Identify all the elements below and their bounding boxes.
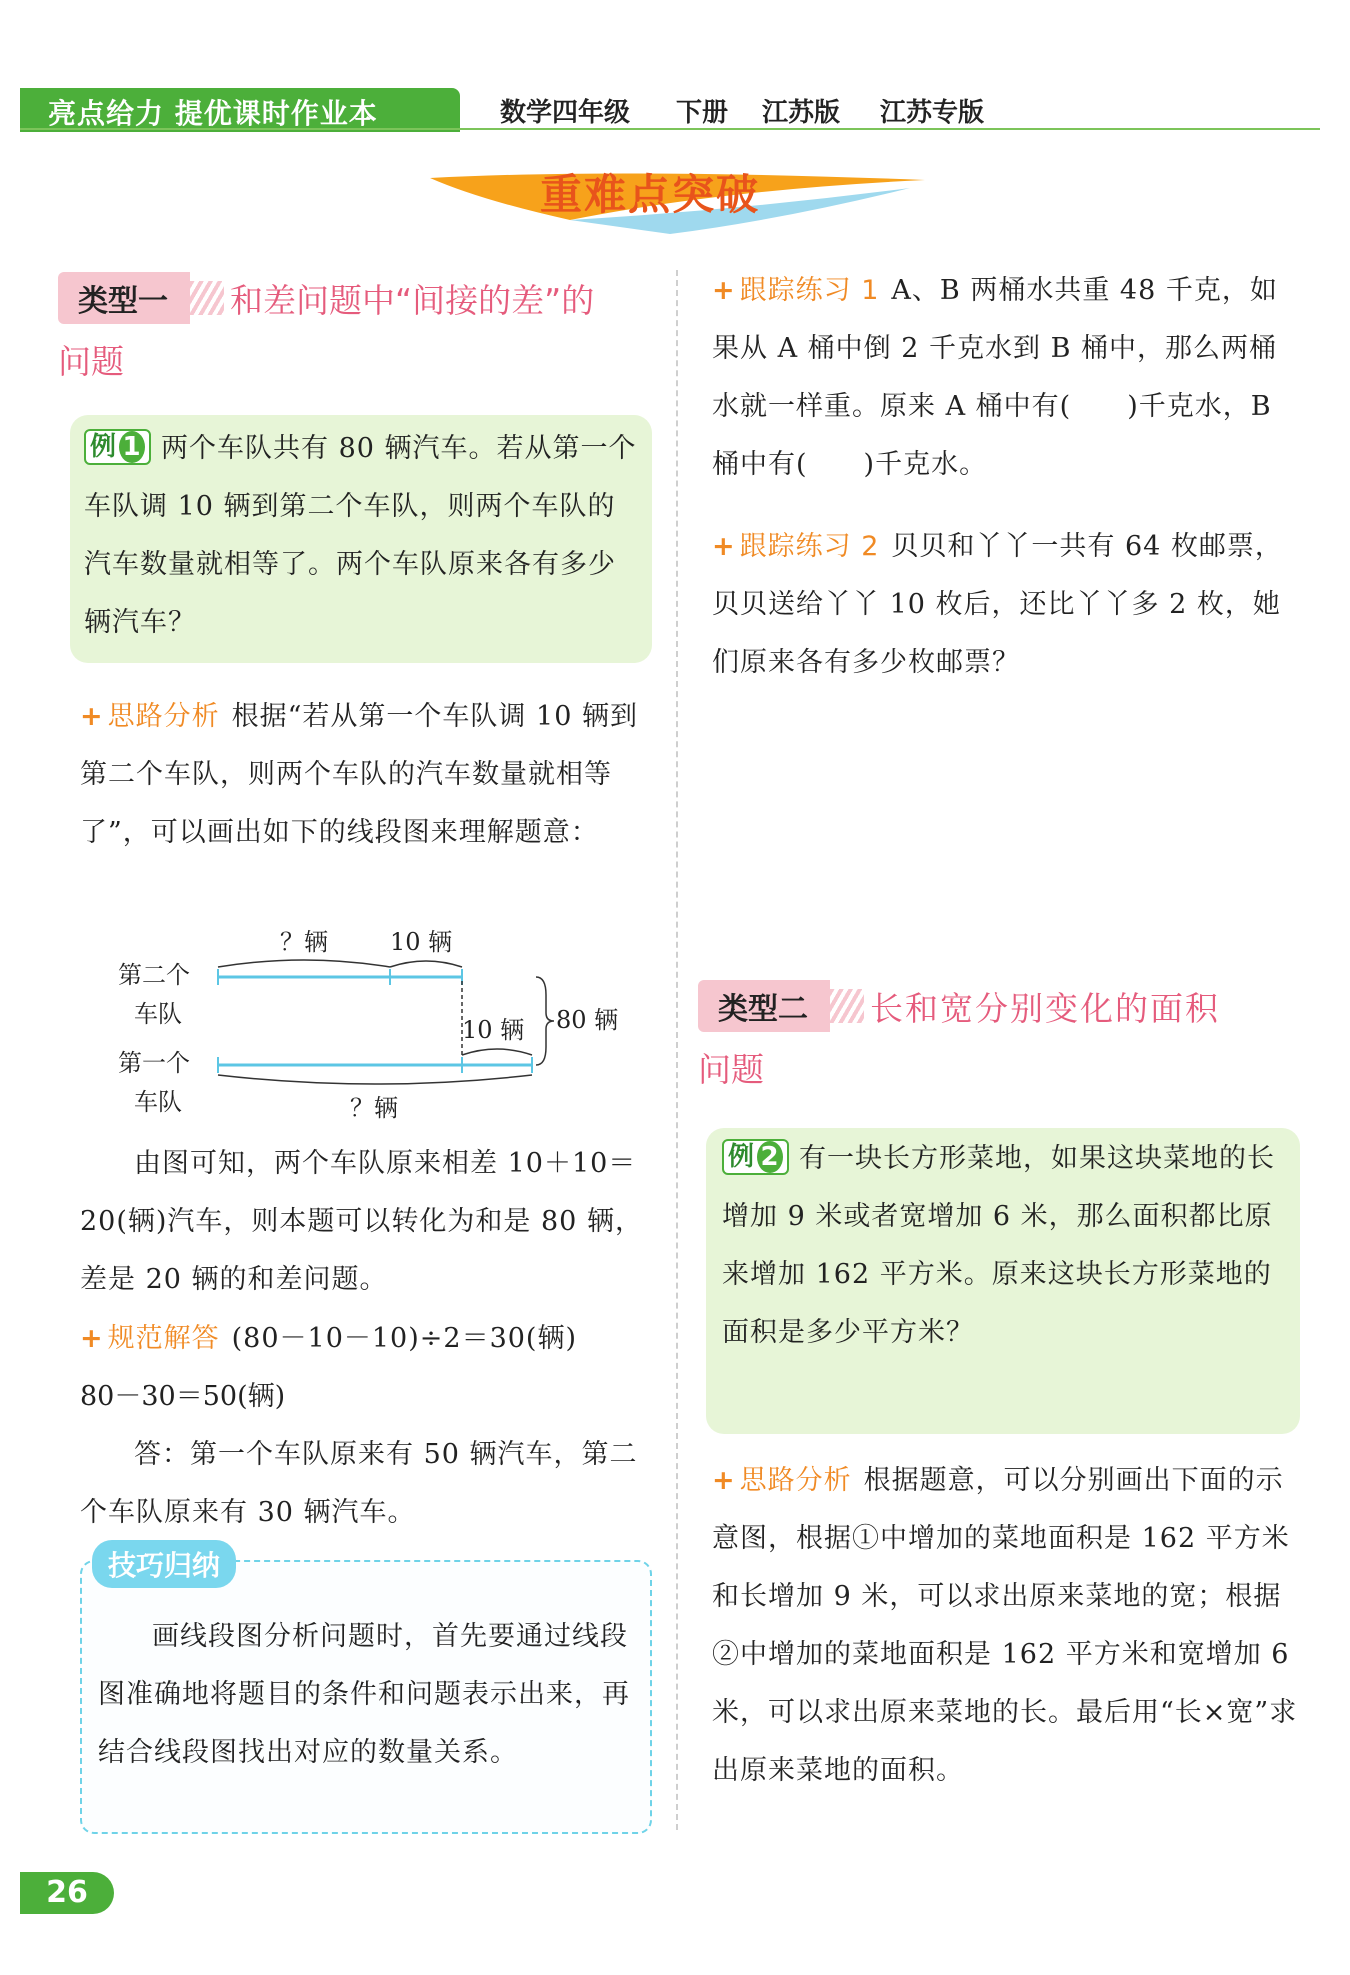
- diagram-row2-label-a: 第一个: [118, 1049, 190, 1077]
- practice-2: [712, 518, 1298, 692]
- diagram-top-unknown: ？辆: [280, 928, 328, 956]
- type1-analysis: [80, 688, 660, 862]
- type1-solution-line1: (80－10－10)÷2＝30(辆): [231, 1323, 577, 1354]
- type1-analysis-text: 根据“若从第一个车队调 10 辆到第二个车队，则两个车队的汽车数量就相等了”，可以画出如下的线段图来理解题意：: [80, 701, 638, 848]
- practice-1: [712, 262, 1298, 494]
- tip-text: 画线段图分析问题时，首先要通过线段图准确地将题目的条件和问题表示出来，再结合线段图找出对应的数量关系。: [98, 1621, 630, 1768]
- practice-2-text: 贝贝和丫丫一共有 64 枚邮票，贝贝送给丫丫 10 枚后，还比丫丫多 2 枚，她们原来各有多少枚邮票？: [712, 531, 1283, 678]
- diagram-bottom-unknown: ？辆: [350, 1094, 398, 1122]
- type1-solution-line2: 80－30＝50(辆): [80, 1381, 286, 1412]
- type2-analysis: [712, 1452, 1298, 1800]
- example2-text: 有一块长方形菜地，如果这块菜地的长增加 9 米或者宽增加 6 米，那么面积都比原来增加 162 平方米。原来这块长方形菜地的面积是多少平方米？: [722, 1143, 1276, 1348]
- type2-heading: [698, 980, 1220, 1032]
- type1-solution-label: + 规范解答: [80, 1323, 220, 1354]
- type1-heading: [58, 272, 594, 324]
- header-volume: 下册: [676, 98, 729, 128]
- type1-analysis-label: + 思路分析: [80, 701, 220, 732]
- example1-content: [84, 420, 642, 652]
- practice-1-label: + 跟踪练习 1: [712, 275, 879, 306]
- example1-text: 两个车队共有 80 辆汽车。若从第一个车队调 10 辆到第二个车队，则两个车队的汽车数量就相等了。两个车队原来各有多少辆汽车？: [84, 433, 637, 638]
- example1-tag: 例 1: [84, 429, 151, 465]
- type1-answer: 答：第一个车队原来有 50 辆汽车，第二个车队原来有 30 辆汽车。: [80, 1439, 638, 1528]
- practice-1-text: A、B 两桶水共重 48 千克，如果从 A 桶中倒 2 千克水到 B 桶中，那么两桶水就一样重。原来 A 桶中有( )千克水，B 桶中有( )千克水。: [712, 275, 1278, 480]
- type2-tag: 类型二: [698, 980, 830, 1032]
- header-special: 江苏专版: [880, 98, 985, 128]
- column-divider: [676, 270, 678, 1830]
- type1-stripes: [190, 281, 224, 315]
- diagram-total: 80 辆: [556, 1006, 619, 1034]
- tip-tag: 技巧归纳: [92, 1540, 236, 1588]
- diagram-top-ten: 10 辆: [390, 928, 453, 956]
- diagram-mid-ten: 10 辆: [462, 1016, 525, 1044]
- page-number: 26: [20, 1872, 114, 1914]
- type1-solution: [80, 1310, 660, 1368]
- type1-explain: 由图可知，两个车队原来相差 10＋10＝20(辆)汽车，则本题可以转化为和是 80 辆，差是 20 辆的和差问题。: [80, 1148, 643, 1295]
- type1-title-cont: 问题: [58, 342, 124, 381]
- type2-analysis-label: + 思路分析: [712, 1465, 852, 1496]
- type2-stripes: [830, 989, 864, 1023]
- type2-analysis-text: 根据题意，可以分别画出下面的示意图，根据①中增加的菜地面积是 162 平方米和长增加 9 米，可以求出原来菜地的宽；根据②中增加的菜地面积是 162 平方米和宽增加 6 米，可以求出原来菜地的长。最后用“长×宽”求出原来菜地的面积。: [712, 1465, 1298, 1786]
- diagram-row1-label-b: 车队: [134, 1000, 182, 1028]
- example2-content: [722, 1130, 1292, 1362]
- practice-2-label: + 跟踪练习 2: [712, 531, 879, 562]
- type1-title: 和差问题中“间接的差”的: [230, 280, 595, 320]
- header-edition: 江苏版: [762, 98, 841, 128]
- example2-tag: 例 2: [722, 1139, 789, 1175]
- type2-title: 长和宽分别变化的面积: [870, 988, 1220, 1028]
- brand-title: 亮点给力 提优课时作业本: [48, 97, 378, 130]
- header-subject: 数学四年级: [500, 98, 631, 128]
- diagram-row2-label-b: 车队: [134, 1088, 182, 1116]
- diagram-row1-label-a: 第二个: [118, 961, 190, 989]
- type2-title-cont: 问题: [698, 1050, 764, 1089]
- type1-tag: 类型一: [58, 272, 190, 324]
- banner-title: 重难点突破: [540, 170, 761, 219]
